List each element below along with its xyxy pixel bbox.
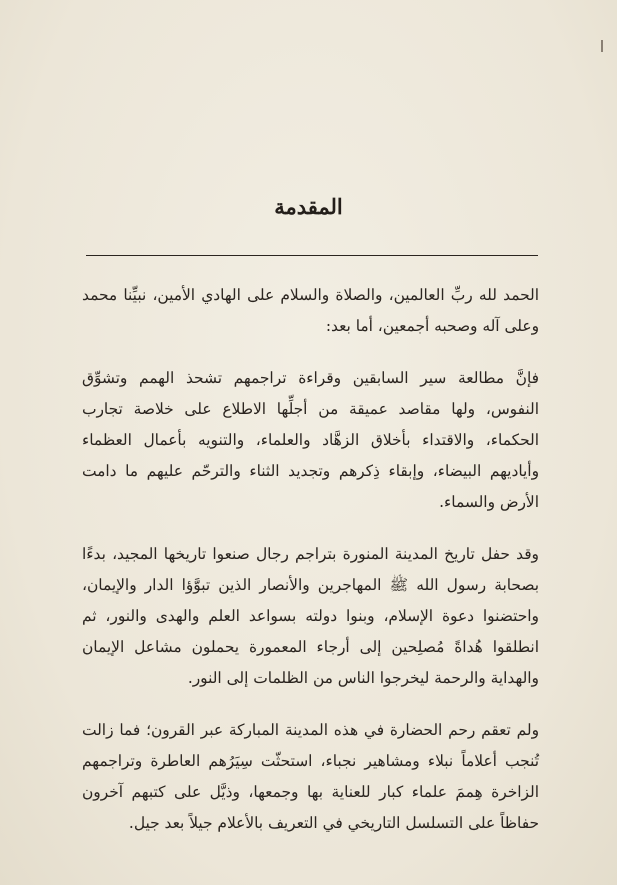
- paragraph: فإنَّ مطالعة سير السابقين وقراءة تراجمهم تشحذ الهمم وتشوِّق النفوس، ولها مقاصد عميقة من أجلِّها الاطلاع على خلاصة تجارب الحكماء، والاقتداء بأخلاق الزهَّاد والعلماء، والتنويه بأعمال العظماء وأياديهم البيضاء، وإبقاء ذِكرهم وتجديد الثناء والترحّم عليهم ما دامت الأرض والسماء.: [82, 369, 539, 511]
- body-text: [82, 280, 539, 860]
- paragraph: ولم تعقم رحم الحضارة في هذه المدينة المباركة عبر القرون؛ فما زالت تُنجب أعلاماً نبلاء ومشاهير نجباء، استحثّت سِيَرُهم العاطرة وتراجمهم الزاخرة هِممَ علماء كبار للعناية بها وجمعها، وذيَّل على كتبهم آخرون حفاظاً على التسلسل التاريخي في التعريف بالأعلام جيلاً بعد جيل.: [82, 721, 539, 832]
- heading-rule: [86, 255, 538, 256]
- page-edge-mark: [601, 40, 603, 52]
- paragraph: الحمد لله ربِّ العالمين، والصلاة والسلام على الهادي الأمين، نبيِّنا محمد وعلى آله وصحبه أجمعين، أما بعد:: [82, 286, 539, 335]
- paragraph: وقد حفل تاريخ المدينة المنورة بتراجم رجال صنعوا تاريخها المجيد، بدءًا بصحابة رسول الله ﷺ المهاجرين والأنصار الذين تبوَّؤا الدار والإيمان، واحتضنوا دعوة الإسلام، وبنوا دولته بسواعد العلم والهدى والنور، ثم انطلقوا هُداةً مُصلِحين إلى أرجاء المعمورة يحملون مشاعل الإيمان والهداية والرحمة ليخرجوا الناس من الظلمات إلى النور.: [82, 545, 539, 687]
- section-heading: المقدمة: [274, 194, 343, 219]
